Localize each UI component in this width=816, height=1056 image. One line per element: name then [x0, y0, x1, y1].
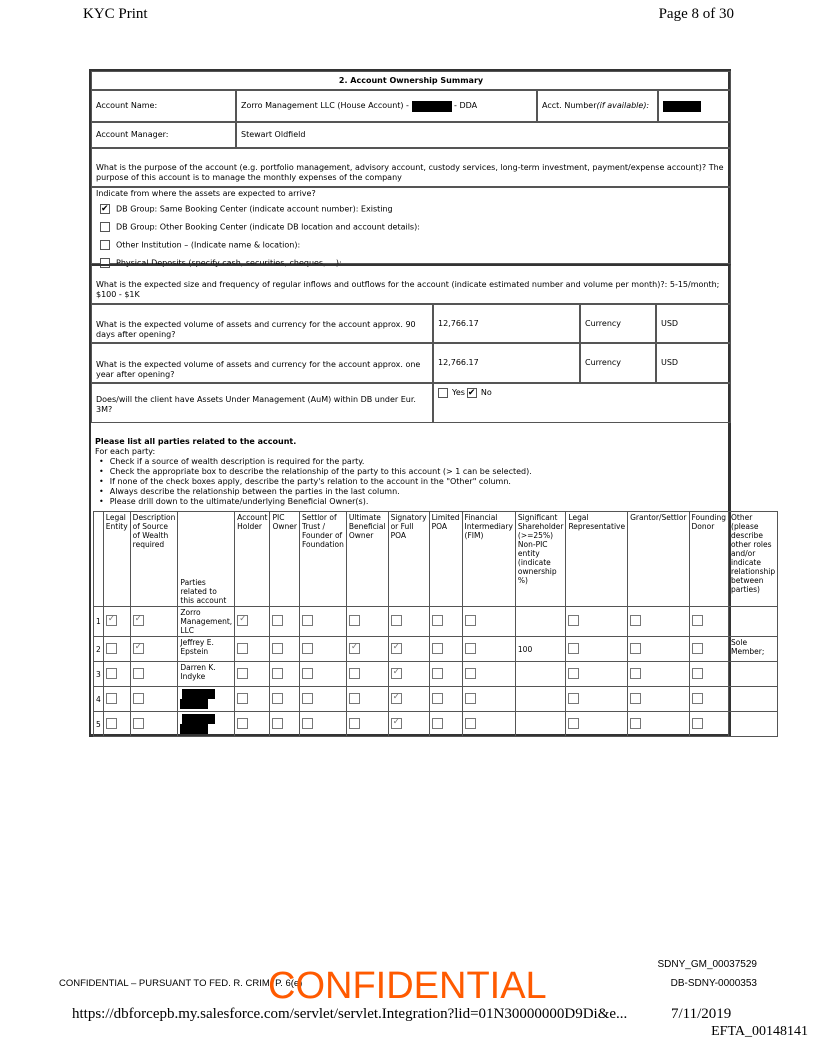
settlor-cell	[299, 687, 346, 712]
aum-answer	[433, 383, 731, 423]
vol1y-label: What is the expected volume of assets and currency for the account approx. one year after opening?	[91, 343, 433, 383]
sow-cell	[130, 662, 178, 687]
share-cell: 100	[515, 637, 566, 662]
legrep-checkbox[interactable]	[568, 668, 579, 679]
aum-yes-label: Yes	[452, 388, 465, 397]
party-row	[94, 607, 778, 637]
party-name: Darren K. Indyke	[178, 662, 235, 687]
asset-option	[100, 240, 726, 253]
column-header: Founding Donor	[689, 512, 729, 607]
account-name-value	[236, 90, 537, 122]
share-cell	[515, 607, 566, 637]
asset-option-checkbox[interactable]	[100, 222, 110, 232]
sig-checkbox[interactable]	[391, 643, 402, 654]
fim-cell	[462, 662, 515, 687]
pic-checkbox[interactable]	[272, 643, 283, 654]
lpoa-checkbox[interactable]	[432, 615, 443, 626]
donor-checkbox[interactable]	[692, 643, 703, 654]
holder-cell	[235, 662, 270, 687]
print-title: KYC Print	[83, 6, 148, 22]
party-name: Zorro Management, LLC	[178, 607, 235, 637]
vol90-currency-value: USD	[656, 304, 731, 343]
instruction-bullet: • Always describe the relationship between the parties in the last column.	[95, 487, 725, 497]
ubo-cell	[346, 607, 388, 637]
legal-checkbox[interactable]	[106, 718, 117, 729]
lpoa-cell	[429, 607, 462, 637]
legrep-cell	[566, 712, 628, 737]
acct-number-value	[658, 90, 731, 122]
party-name	[178, 712, 235, 737]
aum-no-label: No	[480, 388, 492, 397]
column-header: Financial Intermediary (FIM)	[462, 512, 515, 607]
ubo-checkbox[interactable]	[349, 693, 360, 704]
legrep-cell	[566, 687, 628, 712]
page-number: Page 8 of 30	[658, 6, 734, 22]
party-row	[94, 687, 778, 712]
acct-number-label-text: Acct. Number	[542, 101, 597, 110]
fim-checkbox[interactable]	[465, 693, 476, 704]
share-cell	[515, 712, 566, 737]
fim-cell	[462, 712, 515, 737]
sow-checkbox[interactable]	[133, 693, 144, 704]
aum-label: Does/will the client have Assets Under Management (AuM) within DB under Eur. 3M?	[91, 383, 433, 423]
pic-cell	[270, 687, 300, 712]
account-manager-label: Account Manager:	[91, 122, 236, 148]
fim-checkbox[interactable]	[465, 615, 476, 626]
column-header: Grantor/Settlor	[628, 512, 689, 607]
grantor-cell	[628, 687, 689, 712]
settlor-checkbox[interactable]	[302, 668, 313, 679]
other-cell	[729, 662, 778, 687]
grantor-cell	[628, 607, 689, 637]
column-header: Limited POA	[429, 512, 462, 607]
column-header: Legal Entity	[103, 512, 130, 607]
account-ownership-form	[89, 69, 776, 737]
sow-checkbox[interactable]	[133, 718, 144, 729]
asset-option-checkbox[interactable]	[100, 204, 110, 214]
holder-cell	[235, 607, 270, 637]
lpoa-cell	[429, 637, 462, 662]
sig-cell	[388, 607, 429, 637]
asset-option-label: DB Group: Same Booking Center (indicate account number): Existing	[116, 204, 393, 214]
sow-cell	[130, 637, 178, 662]
column-header	[94, 512, 104, 607]
donor-checkbox[interactable]	[692, 668, 703, 679]
settlor-checkbox[interactable]	[302, 693, 313, 704]
row-number: 5	[94, 712, 104, 737]
vol90-value: 12,766.17	[433, 304, 580, 343]
ubo-checkbox[interactable]	[349, 615, 360, 626]
redaction	[180, 699, 208, 709]
lpoa-cell	[429, 687, 462, 712]
column-header: Settlor of Trust / Founder of Foundation	[299, 512, 346, 607]
holder-cell	[235, 687, 270, 712]
party-row	[94, 662, 778, 687]
sig-cell	[388, 687, 429, 712]
acct-number-hint: (if available):	[596, 101, 650, 110]
fim-checkbox[interactable]	[465, 668, 476, 679]
settlor-checkbox[interactable]	[302, 643, 313, 654]
vol1y-currency-label: Currency	[580, 343, 656, 383]
grantor-cell	[628, 662, 689, 687]
legrep-checkbox[interactable]	[568, 693, 579, 704]
sow-checkbox[interactable]	[133, 615, 144, 626]
ubo-cell	[346, 712, 388, 737]
holder-checkbox[interactable]	[237, 615, 248, 626]
fim-checkbox[interactable]	[465, 643, 476, 654]
account-manager-value: Stewart Oldfield	[236, 122, 731, 148]
grantor-checkbox[interactable]	[630, 615, 641, 626]
column-header: Significant Shareholder (>=25%) Non-PIC entity (indicate ownership %)	[515, 512, 566, 607]
parties-table	[93, 511, 778, 737]
settlor-cell	[299, 637, 346, 662]
pic-cell	[270, 607, 300, 637]
row-number: 1	[94, 607, 104, 637]
share-cell	[515, 662, 566, 687]
column-header: Legal Representative	[566, 512, 628, 607]
legal-checkbox[interactable]	[106, 668, 117, 679]
legrep-checkbox[interactable]	[568, 615, 579, 626]
pic-checkbox[interactable]	[272, 668, 283, 679]
asset-origin-question: Indicate from where the assets are expected to arrive?	[96, 189, 316, 198]
lpoa-checkbox[interactable]	[432, 668, 443, 679]
donor-cell	[689, 662, 729, 687]
holder-checkbox[interactable]	[237, 643, 248, 654]
sig-checkbox[interactable]	[391, 718, 402, 729]
account-name-label: Account Name:	[91, 90, 236, 122]
asset-option-label: DB Group: Other Booking Center (indicate DB location and account details):	[116, 222, 420, 232]
party-row	[94, 637, 778, 662]
lpoa-cell	[429, 712, 462, 737]
party-name	[178, 687, 235, 712]
grantor-cell	[628, 637, 689, 662]
lpoa-cell	[429, 662, 462, 687]
inflows-question: What is the expected size and frequency of regular inflows and outflows for the account (indicate estimated number and volume per month)?: 5-15/month; $100 - $1K	[91, 264, 731, 304]
fim-cell	[462, 637, 515, 662]
legrep-checkbox[interactable]	[568, 718, 579, 729]
legrep-checkbox[interactable]	[568, 643, 579, 654]
column-header: Ultimate Beneficial Owner	[346, 512, 388, 607]
acct-number-label	[537, 90, 658, 122]
asset-option	[100, 204, 726, 217]
column-header: Signatory or Full POA	[388, 512, 429, 607]
pic-checkbox[interactable]	[272, 693, 283, 704]
ubo-cell	[346, 637, 388, 662]
asset-option-label: Other Institution – (Indicate name & location):	[116, 240, 301, 250]
ubo-checkbox[interactable]	[349, 643, 360, 654]
share-cell	[515, 687, 566, 712]
print-date: 7/11/2019	[671, 1006, 732, 1022]
grantor-checkbox[interactable]	[630, 718, 641, 729]
legal-checkbox[interactable]	[106, 615, 117, 626]
legrep-cell	[566, 662, 628, 687]
fim-cell	[462, 607, 515, 637]
vol90-currency-label: Currency	[580, 304, 656, 343]
legrep-cell	[566, 637, 628, 662]
grantor-checkbox[interactable]	[630, 668, 641, 679]
other-cell	[729, 687, 778, 712]
account-type: - DDA	[454, 101, 478, 110]
sow-cell	[130, 607, 178, 637]
legal-checkbox[interactable]	[106, 693, 117, 704]
column-header: Parties related to this account	[178, 512, 235, 607]
parties-header-row	[94, 512, 778, 607]
parties-bullets	[95, 457, 725, 507]
asset-option-label: Physical Deposits (specify cash, securities, cheques, ...):	[116, 258, 342, 268]
bates-number-gm: SDNY_GM_00037529	[657, 959, 757, 970]
asset-option-checkbox[interactable]	[100, 240, 110, 250]
lpoa-checkbox[interactable]	[432, 693, 443, 704]
other-cell	[729, 712, 778, 737]
aum-no-checkbox[interactable]	[467, 388, 477, 398]
confidential-stamp: CONFIDENTIAL	[268, 965, 547, 1007]
source-url: https://dbforcepb.my.salesforce.com/servlet/servlet.Integration?lid=01N30000000D9Di&e...	[72, 1006, 628, 1022]
donor-cell	[689, 687, 729, 712]
parties-intro: For each party:	[95, 447, 156, 456]
party-name: Jeffrey E. Epstein	[178, 637, 235, 662]
redaction	[663, 101, 701, 112]
asset-origin-section	[91, 187, 731, 268]
grantor-cell	[628, 712, 689, 737]
bates-number-db: DB-SDNY-0000353	[670, 978, 757, 989]
ubo-checkbox[interactable]	[349, 668, 360, 679]
sig-cell	[388, 712, 429, 737]
legrep-cell	[566, 607, 628, 637]
pic-checkbox[interactable]	[272, 615, 283, 626]
instruction-bullet: • If none of the check boxes apply, describe the party's relation to the account in the "Other" column.	[95, 477, 725, 487]
legal-cell	[103, 712, 130, 737]
column-header: Description of Source of Wealth required	[130, 512, 178, 607]
efta-number: EFTA_00148141	[711, 1024, 808, 1039]
column-header: PIC Owner	[270, 512, 300, 607]
ubo-checkbox[interactable]	[349, 718, 360, 729]
row-number: 2	[94, 637, 104, 662]
donor-cell	[689, 712, 729, 737]
holder-cell	[235, 712, 270, 737]
holder-checkbox[interactable]	[237, 668, 248, 679]
parties-instructions	[95, 437, 725, 507]
asset-option	[100, 222, 726, 235]
sig-checkbox[interactable]	[391, 615, 402, 626]
settlor-checkbox[interactable]	[302, 718, 313, 729]
legal-checkbox[interactable]	[106, 643, 117, 654]
ubo-cell	[346, 662, 388, 687]
column-header: Account Holder	[235, 512, 270, 607]
sig-checkbox[interactable]	[391, 693, 402, 704]
legal-cell	[103, 637, 130, 662]
column-header: Other (please describe other roles and/or indicate relationship between parties)	[729, 512, 778, 607]
vol90-label: What is the expected volume of assets and currency for the account approx. 90 days after opening?	[91, 304, 433, 343]
confidential-notice: CONFIDENTIAL – PURSUANT TO FED. R. CRIM. P. 6(e)	[59, 978, 303, 989]
fim-cell	[462, 687, 515, 712]
legal-cell	[103, 662, 130, 687]
account-purpose: What is the purpose of the account (e.g. portfolio management, advisory account, custody services, long-term investment, payment/expense account)? The purpose of this account is to manage the monthly expenses of the company	[91, 148, 731, 187]
sow-checkbox[interactable]	[133, 668, 144, 679]
legal-cell	[103, 687, 130, 712]
parties-title: Please list all parties related to the account.	[95, 437, 297, 446]
instruction-bullet: • Please drill down to the ultimate/underlying Beneficial Owner(s).	[95, 497, 725, 507]
redaction	[180, 724, 208, 734]
sow-cell	[130, 687, 178, 712]
account-name-text: Zorro Management LLC (House Account) -	[241, 101, 409, 110]
other-cell	[729, 607, 778, 637]
instruction-bullet: • Check the appropriate box to describe the relationship of the party to this account (> 1 can be selected).	[95, 467, 725, 477]
legal-cell	[103, 607, 130, 637]
vol1y-value: 12,766.17	[433, 343, 580, 383]
ubo-cell	[346, 687, 388, 712]
donor-checkbox[interactable]	[692, 718, 703, 729]
party-row	[94, 712, 778, 737]
settlor-cell	[299, 712, 346, 737]
fim-checkbox[interactable]	[465, 718, 476, 729]
settlor-cell	[299, 662, 346, 687]
holder-checkbox[interactable]	[237, 718, 248, 729]
pic-cell	[270, 637, 300, 662]
sig-cell	[388, 637, 429, 662]
holder-cell	[235, 637, 270, 662]
redaction	[182, 689, 215, 699]
other-cell: Sole Member;	[729, 637, 778, 662]
aum-yes-checkbox[interactable]	[438, 388, 448, 398]
pic-cell	[270, 712, 300, 737]
instruction-bullet: • Check if a source of wealth description is required for the party.	[95, 457, 725, 467]
settlor-cell	[299, 607, 346, 637]
grantor-checkbox[interactable]	[630, 693, 641, 704]
pic-cell	[270, 662, 300, 687]
form-title: 2. Account Ownership Summary	[91, 71, 731, 90]
sow-cell	[130, 712, 178, 737]
vol1y-currency-value: USD	[656, 343, 731, 383]
sow-checkbox[interactable]	[133, 643, 144, 654]
holder-checkbox[interactable]	[237, 693, 248, 704]
donor-cell	[689, 637, 729, 662]
redaction	[182, 714, 215, 724]
sig-checkbox[interactable]	[391, 668, 402, 679]
pic-checkbox[interactable]	[272, 718, 283, 729]
donor-checkbox[interactable]	[692, 615, 703, 626]
sig-cell	[388, 662, 429, 687]
row-number: 4	[94, 687, 104, 712]
settlor-checkbox[interactable]	[302, 615, 313, 626]
lpoa-checkbox[interactable]	[432, 718, 443, 729]
grantor-checkbox[interactable]	[630, 643, 641, 654]
lpoa-checkbox[interactable]	[432, 643, 443, 654]
redaction	[412, 101, 452, 112]
row-number: 3	[94, 662, 104, 687]
donor-cell	[689, 607, 729, 637]
donor-checkbox[interactable]	[692, 693, 703, 704]
